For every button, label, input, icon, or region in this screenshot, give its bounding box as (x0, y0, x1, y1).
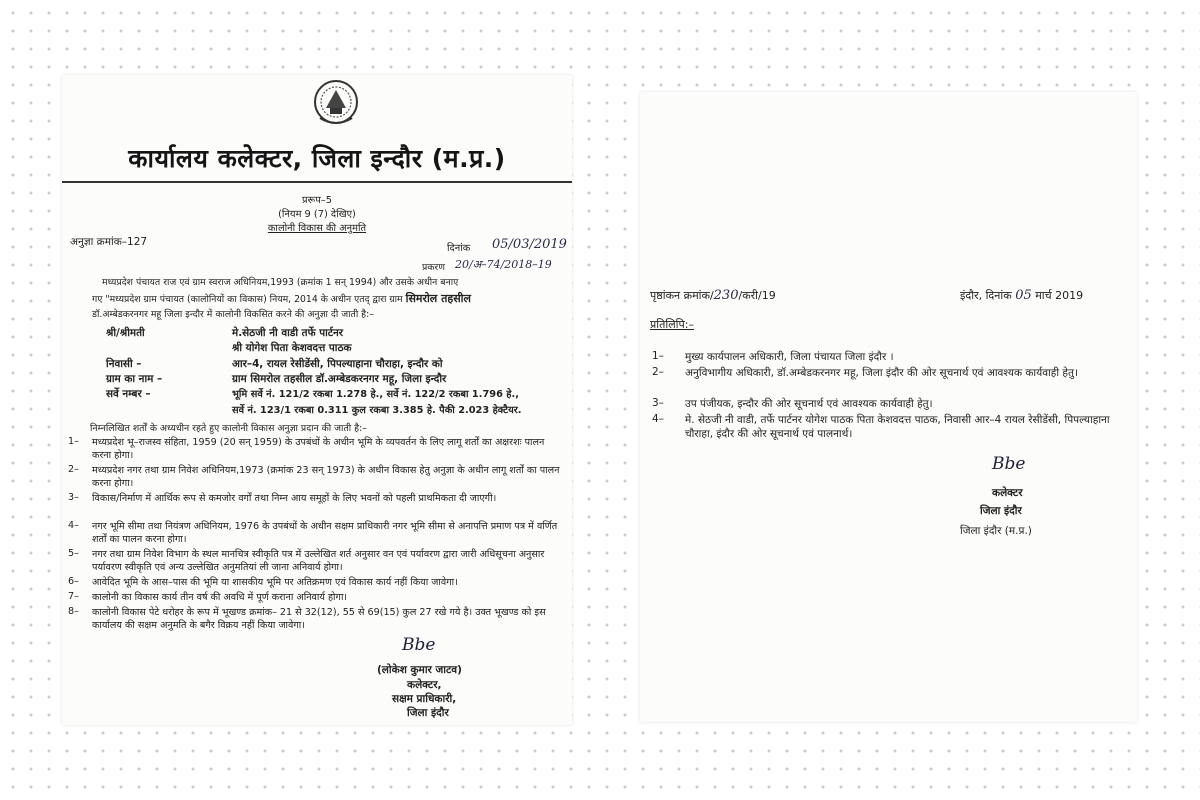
government-emblem-icon (312, 78, 360, 130)
endorsement-number: पृष्ठांकन क्रमांक/230/करी/19 (650, 288, 776, 303)
condition-text: कालोनी का विकास कार्य तीन वर्ष की अवधि में पूर्ण कराना अनिवार्य होगा। (92, 592, 348, 603)
title-divider (62, 181, 572, 183)
copy-number: 2– (652, 366, 664, 378)
condition-text: नगर तथा ग्राम निवेश विभाग के स्थल मानचित्र स्वीकृति पत्र में उल्लेखित शर्त अनुसार वन एवं पर्यावरण द्वारा जारी अधिसूचना अनुसार पर्यावरण स्वीकृति एवं अन्य उल्लेखित अनुमतियां ली जाना अनिवार्य होगा। (92, 549, 545, 573)
condition-text: कालोनी विकास पेटे धरोहर के रूप में भूखण्ड क्रमांक– 21 से 32(12), 55 से 69(15) कुल 27 रखे गये है। उक्त भूखण्ड को इस कार्यालय की सक्षम अनुमति के बगैर विक्रय नहीं किया जावेगा। (92, 607, 546, 631)
signatory-title-2: सक्षम प्राधिकारी, (392, 693, 457, 705)
intro-line-2: गए "मध्यप्रदेश ग्राम पंचायत (कालोनियों का विकास) नियम, 2014 के अधीन एतद् द्वारा ग्राम सिमरोल तहसील (92, 292, 471, 305)
collector-signature: Bbe (992, 454, 1026, 474)
conditions-intro: निम्नलिखित शर्तों के अध्यधीन रहते हुए कालोनी विकास अनुज्ञा प्रदान की जाती है:– (90, 423, 367, 434)
survey-value: भूमि सर्वे नं. 121/2 रकबा 1.278 हे., सर्वे नं. 122/2 रकबा 1.796 हे., (232, 389, 519, 400)
condition-text: नगर भूमि सीमा तथा नियंत्रण अधिनियम, 1976 के उपबंधों के अधीन सक्षम प्राधिकारी नगर भूमि सीमा से अनापत्ति प्रमाण पत्र में वर्णित शर्तों का पालन करना होगा। (92, 521, 558, 545)
copy-text: मुख्य कार्यपालन अधिकारी, जिला पंचायत जिला इंदौर । (685, 351, 894, 363)
district-title-full: जिला इंदौर (म.प्र.) (960, 525, 1032, 537)
village-label: ग्राम का नाम – (106, 373, 163, 385)
district-title: जिला इंदौर (980, 505, 1022, 517)
copy-number: 3– (652, 397, 664, 409)
case-label: प्रकरण (422, 262, 445, 273)
survey-label: सर्वे नम्बर – (106, 388, 151, 400)
resident-value: आर–4, रायल रेसीडेंसी, पिपल्याहाना चौराहा, इन्दौर को (232, 358, 443, 370)
intro-line-3: डॉ.अम्बेडकरनगर महू जिला इन्दौर में कालोनी विकसित करने की अनुज्ञा दी जाती है:– (92, 309, 374, 320)
village-value: ग्राम सिमरोल तहसील डॉ.अम्बेडकरनगर महू, जिला इन्दौर (232, 373, 447, 385)
permit-number: अनुज्ञा क्रमांक–127 (70, 236, 148, 248)
date-label: दिनांक (447, 243, 471, 254)
condition-text: मध्यप्रदेश भू–राजस्व संहिता, 1959 (20 सन् 1959) के उपबंधों के अधीन भूमि के व्यपवर्तन के लिए लागू शर्तों का अक्षरशः पालन करना होगा। (92, 437, 545, 461)
condition-number: 8– (68, 606, 79, 617)
collector-signature: Bbe (402, 635, 436, 655)
condition-text: आवेदित भूमि के आस–पास की भूमि या शासकीय भूमि पर अतिक्रमण एवं विकास कार्य नहीं किया जावेगा। (92, 577, 458, 588)
applicant-label: श्री/श्रीमती (106, 327, 145, 339)
copy-number: 4– (652, 413, 664, 425)
copy-text: उप पंजीयक, इन्दौर की ओर सूचनार्थ एवं आवश्यक कार्यवाही हेतु। (685, 398, 933, 410)
applicant-value: मे.सेठजी नी वाडी तर्फे पार्टनर (232, 327, 344, 339)
date-value: 05/03/2019 (492, 237, 567, 252)
condition-text: विकास/निर्माण में आर्थिक रूप से कमजोर वर्गों तथा निम्न आय समूहों के लिए भवनों को पहली प्राथमिकता दी जाएगी। (92, 493, 497, 504)
signatory-title-3: जिला इंदौर (407, 707, 449, 719)
copy-number: 1– (652, 350, 664, 362)
order-heading: कालोनी विकास की अनुमति (267, 223, 367, 234)
intro-line-1: मध्यप्रदेश पंचायत राज एवं ग्राम स्वराज अधिनियम,1993 (क्रमांक 1 सन् 1994) और उसके अधीन बनाए (102, 277, 459, 288)
right-endorsement-document (640, 92, 1137, 722)
condition-number: 7– (68, 591, 79, 602)
copy-text: मे. सेठजी नी वाडी, तर्फे पार्टनर योगेश पाठक पिता केशवदत्त पाठक, निवासी आर–4 रायल रेसीडेंसी, पिपल्याहाना चौराहा, इंदौर की ओर सूचनार्थ एवं पालनार्थ। (685, 414, 1110, 440)
signatory-name: (लोकेश कुमार जाटव) (377, 664, 462, 676)
collector-title: कलेक्टर (992, 487, 1023, 499)
left-order-document (62, 75, 572, 725)
condition-number: 1– (68, 436, 79, 447)
applicant-value-2: श्री योगेश पिता केशवदत्त पाठक (232, 342, 352, 354)
place-date: इंदौर, दिनांक 05 मार्च 2019 (960, 288, 1084, 303)
rule-reference: (नियम 9 (7) देखिए) (278, 209, 356, 220)
copy-heading: प्रतिलिपि:– (650, 318, 694, 331)
signatory-title-1: कलेक्टर, (407, 679, 442, 691)
condition-number: 5– (68, 548, 79, 559)
condition-number: 3– (68, 492, 79, 503)
copy-text: अनुविभागीय अधिकारी, डॉ.अम्बेडकरनगर महू, जिला इंदौर की ओर सूचनार्थ एवं आवश्यक कार्यवाही हेतु। (685, 367, 1078, 379)
form-name: प्ररूप–5 (302, 195, 332, 206)
resident-label: निवासी – (106, 358, 142, 370)
condition-number: 6– (68, 576, 79, 587)
condition-number: 2– (68, 464, 79, 475)
condition-text: मध्यप्रदेश नगर तथा ग्राम निवेश अधिनियम,1973 (क्रमांक 23 सन् 1973) के अधीन विकास हेतु अनुज्ञा के अधीन लागू शर्तों का पालन करना होगा। (92, 465, 560, 489)
survey-value-2: सर्वे नं. 123/1 रकबा 0.311 कुल रकबा 3.385 हे. पैकी 2.023 हेक्टैयर. (232, 405, 522, 416)
office-title: कार्यालय कलेक्टर, जिला इन्दौर (म.प्र.) (128, 144, 506, 173)
case-value: 20/अ–74/2018–19 (455, 258, 552, 271)
condition-number: 4– (68, 520, 79, 531)
